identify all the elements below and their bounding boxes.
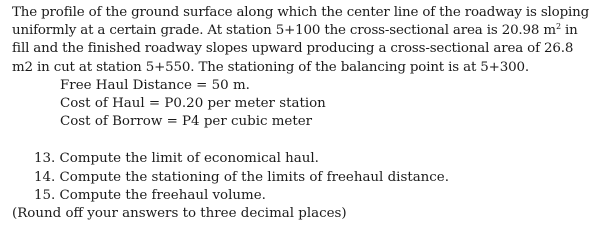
statement-line-2: [12, 22, 596, 40]
cost-of-borrow: Cost of Borrow = P4 per cubic meter: [60, 114, 313, 130]
problem-document: [12, 4, 596, 223]
rounding-note: (Round off your answers to three decimal places): [12, 206, 347, 222]
free-haul-distance: Free Haul Distance = 50 m.: [60, 77, 250, 93]
statement-line-2-text: uniformly at a certain grade. At station 5+100 the cross-sectional area is 20.98 m: [12, 23, 556, 39]
statement-line-4: m2 in cut at station 5+550. The stationing of the balancing point is at 5+300.: [12, 59, 529, 75]
spacer: [12, 131, 596, 150]
problem-statement: [12, 4, 596, 77]
question-14: 14. Compute the stationing of the limits of freehaul distance.: [34, 169, 449, 185]
question-13: 13. Compute the limit of economical haul.: [34, 151, 319, 167]
statement-line-1: The profile of the ground surface along which the center line of the roadway is sloping: [12, 5, 590, 20]
statement-line-3: fill and the finished roadway slopes upward producing a cross-sectional area of 26.8: [12, 41, 574, 57]
question-list: [12, 150, 596, 205]
superscript-2: 2: [555, 22, 561, 32]
cost-of-haul: Cost of Haul = P0.20 per meter station: [60, 96, 326, 112]
question-15: 15. Compute the freehaul volume.: [34, 187, 266, 203]
statement-line-2-tail: in: [560, 23, 578, 39]
given-values: [12, 77, 596, 132]
